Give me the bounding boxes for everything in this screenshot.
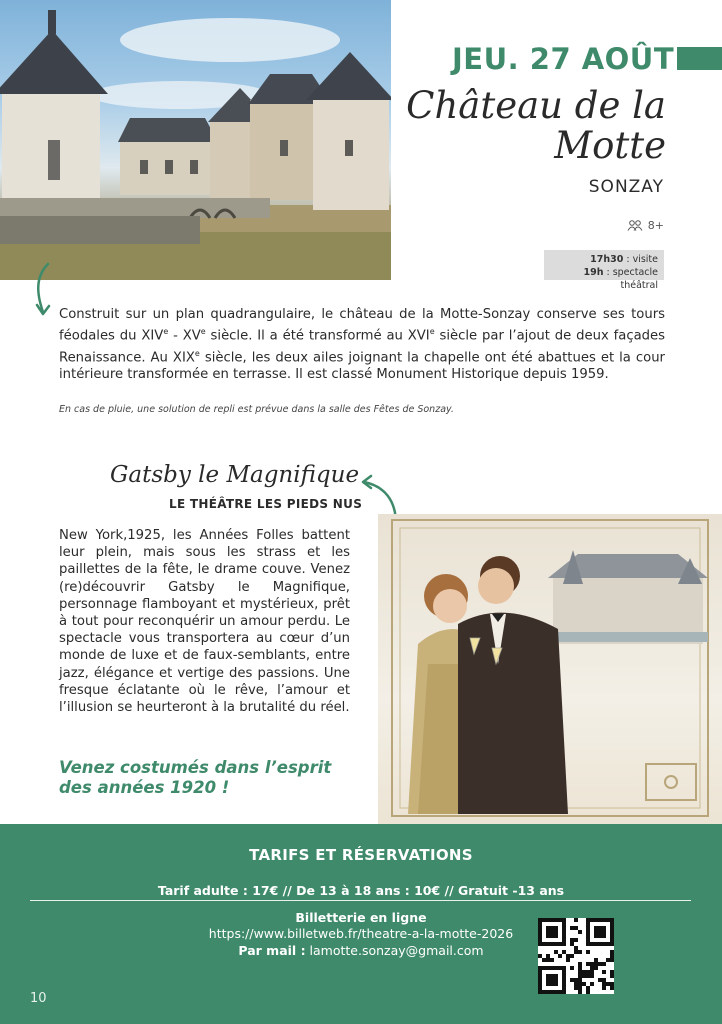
company-name: LE THÉÂTRE LES PIEDS NUS xyxy=(169,497,363,511)
schedule-line xyxy=(550,253,658,266)
curved-arrow-down-icon xyxy=(34,262,56,322)
page-number: 10 xyxy=(30,991,47,1006)
schedule-time: 17h30 xyxy=(590,254,624,265)
chateau-photo xyxy=(0,0,391,280)
mail-label: Par mail : xyxy=(238,943,306,958)
footer-divider xyxy=(30,900,691,901)
costume-note: Venez costumés dans l’esprit des années 1920 ! xyxy=(59,758,332,797)
age-indicator xyxy=(627,219,664,232)
price-list: Tarif adulte : 17€ // De 13 à 18 ans : 10€ // Gratuit -13 ans xyxy=(157,883,565,898)
ticket-url-link[interactable]: https://www.billetweb.fr/theatre-a-la-motte-2026 xyxy=(208,926,514,941)
pricing-footer xyxy=(0,824,722,1024)
people-icon xyxy=(627,220,643,231)
venue-title: Château de la Motte xyxy=(406,84,666,167)
show-title: Gatsby le Magnifique xyxy=(110,462,360,488)
gatsby-illustration xyxy=(378,514,722,824)
chateau-description: Construit sur un plan quadrangulaire, le château de la Motte-Sonzay conserve ses tours féodales du XIVe - XVe siècle. Il a été transformé au XVIe siècle par l’ajout de deux façades Renaissance. Au XIXe siècle, les deux ailes joignant la chapelle ont été abattues et la cour intérieure transformée en terrasse. Il est classé Monument Historique depuis 1959. xyxy=(59,307,666,383)
date-accent-bar xyxy=(677,47,722,70)
schedule-label: : visite xyxy=(623,254,658,265)
venue-town: SONZAY xyxy=(588,177,664,197)
schedule-time: 19h xyxy=(583,267,604,278)
mail-address-link[interactable]: lamotte.sonzay@gmail.com xyxy=(305,943,484,958)
age-label: 8+ xyxy=(647,219,664,232)
event-date: JEU. 27 AOÛT xyxy=(452,42,675,76)
show-description: New York,1925, les Années Folles battent leur plein, mais sous les strass et les paillettes de la fête, le drame couve. Venez (re)découvrir Gatsby le Magnifique, personnage flamboyant et mystérieux, prêt à tout pour reconquérir un amour perdu. Le spectacle vous transportera au cœur d’un monde de luxe et de faux-semblants, entre jazz, élégance et vertige des passions. Une fresque éclatante où le rêve, l’amour et l’illusion se heurteront à la brutalité du réel. xyxy=(59,528,350,716)
schedule-line xyxy=(550,266,658,292)
schedule-box xyxy=(544,250,664,291)
schedule-label: : spectacle théâtral xyxy=(603,267,658,291)
footer-title: TARIFS ET RÉSERVATIONS xyxy=(249,846,473,864)
rain-note: En cas de pluie, une solution de repli est prévue dans la salle des Fêtes de Sonzay. xyxy=(59,404,454,415)
qr-code[interactable] xyxy=(538,918,614,994)
ticket-title: Billetterie en ligne xyxy=(295,910,427,925)
